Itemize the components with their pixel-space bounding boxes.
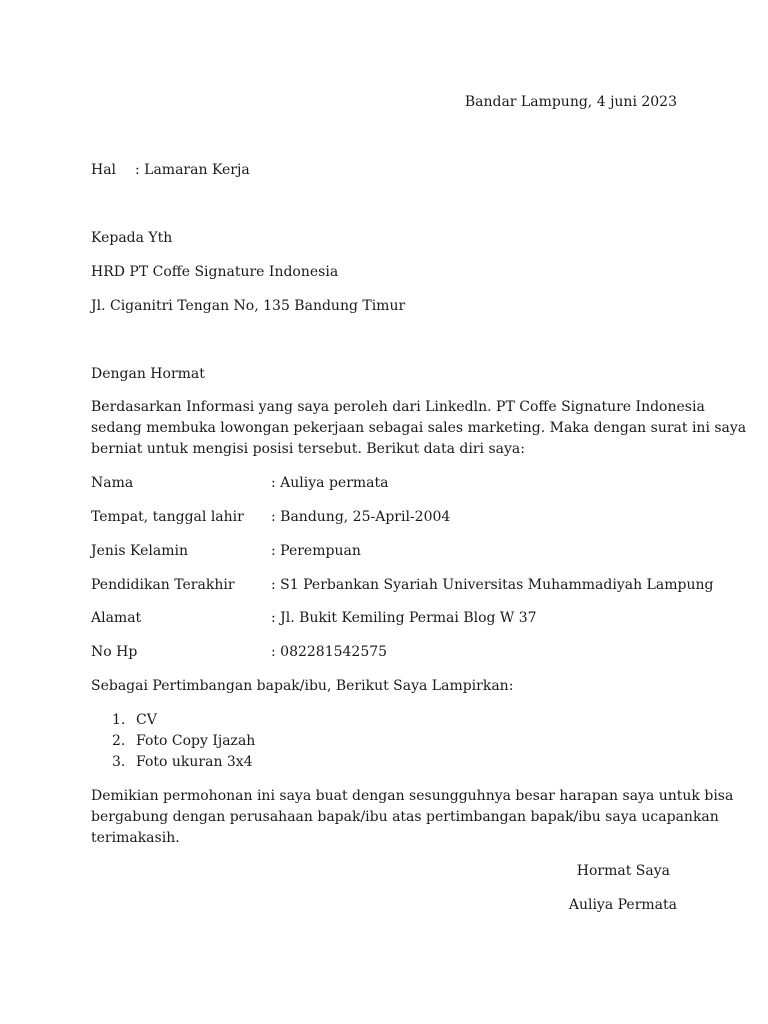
- subject-value: : Lamaran Kerja: [135, 162, 250, 178]
- field-value-nama: : Auliya permata: [271, 475, 389, 491]
- recipient-line-2: HRD PT Coffe Signature Indonesia: [91, 264, 339, 280]
- field-label-education: Pendidikan Terakhir: [91, 577, 235, 593]
- date-line: Bandar Lampung, 4 juni 2023: [464, 94, 677, 110]
- attachment-item: CV: [136, 712, 157, 728]
- field-label-gender: Jenis Kelamin: [91, 543, 188, 559]
- recipient-line-1: Kepada Yth: [91, 230, 173, 246]
- field-label-address: Alamat: [91, 610, 142, 626]
- attachment-number: 3.: [112, 754, 126, 770]
- salutation: Dengan Hormat: [91, 366, 205, 382]
- closing-line-1: Demikian permohonan ini saya buat dengan sesungguhnya besar harapan saya untuk bisa: [91, 788, 734, 804]
- field-value-gender: : Perempuan: [271, 543, 361, 559]
- attachment-number: 1.: [112, 712, 126, 728]
- field-value-phone: : 082281542575: [271, 644, 388, 660]
- closing-line-3: terimakasih.: [91, 830, 180, 846]
- attachments-intro: Sebagai Pertimbangan bapak/ibu, Berikut Saya Lampirkan:: [91, 678, 514, 694]
- signature-name: Auliya Permata: [568, 897, 677, 913]
- recipient-line-3: Jl. Ciganitri Tengan No, 135 Bandung Timur: [91, 298, 406, 314]
- intro-line-3: berniat untuk mengisi posisi tersebut. Berikut data diri saya:: [91, 441, 525, 457]
- subject-label: Hal: [91, 162, 117, 178]
- attachment-number: 2.: [112, 733, 126, 749]
- field-value-address: : Jl. Bukit Kemiling Permai Blog W 37: [271, 610, 537, 626]
- field-label-phone: No Hp: [91, 644, 138, 660]
- sign-off: Hormat Saya: [576, 863, 670, 879]
- intro-line-2: sedang membuka lowongan pekerjaan sebagai sales marketing. Maka dengan surat ini saya: [91, 420, 747, 436]
- attachment-item: Foto Copy Ijazah: [136, 733, 256, 749]
- field-label-ttl: Tempat, tanggal lahir: [91, 509, 244, 525]
- field-value-ttl: : Bandung, 25-April-2004: [271, 509, 451, 525]
- attachment-item: Foto ukuran 3x4: [136, 754, 253, 770]
- field-value-education: : S1 Perbankan Syariah Universitas Muhammadiyah Lampung: [271, 577, 714, 593]
- closing-line-2: bergabung dengan perusahaan bapak/ibu atas pertimbangan bapak/ibu saya ucapankan: [91, 809, 719, 825]
- field-label-nama: Nama: [91, 475, 134, 491]
- intro-line-1: Berdasarkan Informasi yang saya peroleh dari Linkedln. PT Coffe Signature Indonesia: [91, 399, 705, 415]
